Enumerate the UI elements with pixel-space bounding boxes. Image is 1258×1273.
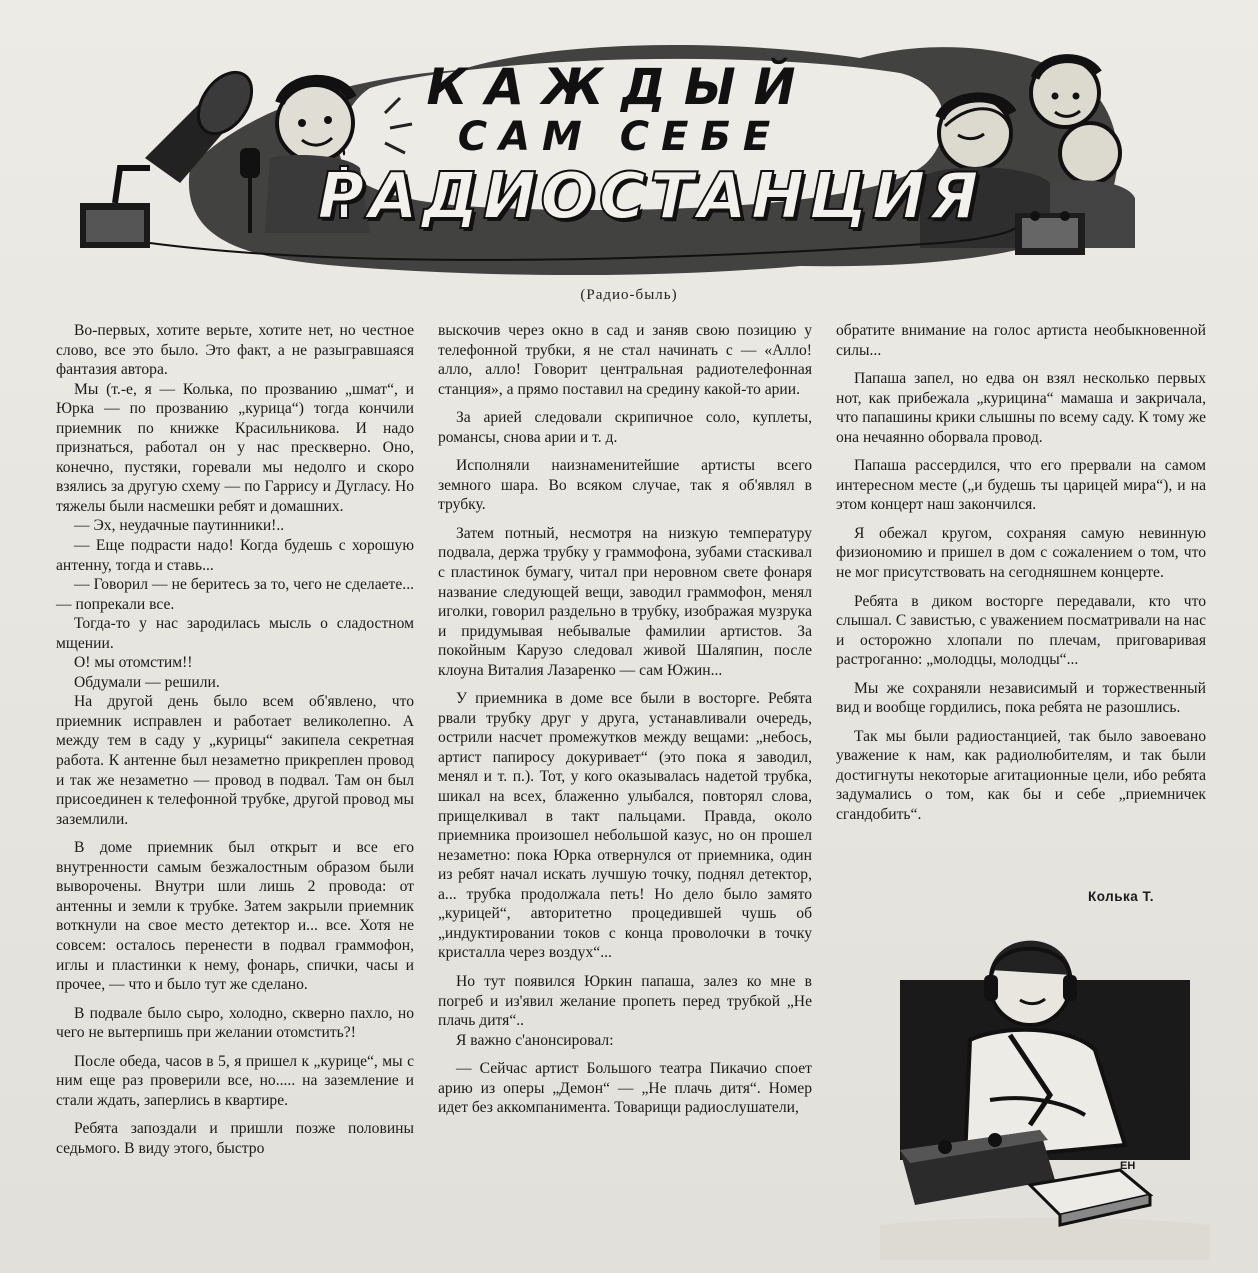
paragraph: На другой день было всем об'явлено, что приемник исправлен и работает великолепно. А между тем в саду у „курицы“ закипела секретная работа. К антенне был незаметно прикреплен провод и так же незаметно — провод в подвал. Там он был присоединен к телефонной трубке, другой провод мы заземлили. <box>56 693 414 828</box>
article-column-1 <box>56 321 414 1158</box>
paragraph: О! мы отомстим!! <box>74 654 193 672</box>
illustrator-initials: ЕН <box>1120 1160 1136 1172</box>
title-line-3: РАДИОСТАНЦИЯ <box>317 160 983 234</box>
title-line-2: САМ СЕБЕ <box>457 114 783 160</box>
paragraph: Мы (т.-е, я — Колька, по прозванию „шмат“, и Юрка — по прозванию „курица“) тогда кончили приемник по книжке Красильникова. И надо признаться, работал он у нас прескверно. Оно, конечно, пустяки, горевали мы недолго и скоро взялись за другую схему — по Гаррису и Дугласу. Но тяжелы были насмешки ребят и домашних. <box>56 380 414 515</box>
paragraph: Тогда-то у нас зародилась мысль о сладостном мщении. <box>56 615 414 652</box>
paragraph: Обдумали — решили. <box>74 673 220 691</box>
header-illustration <box>40 18 1240 280</box>
paragraph: За арией следовали скрипичное соло, куплеты, романсы, снова арии и т. д. <box>438 409 812 446</box>
paragraph: выскочив через окно в сад и заняв свою позицию у телефонной трубки, я не стал начинать с — «Алло! алло, алло! Говорит центральная радиотелефонная станция», а прямо поставил на средину какой-то арии. <box>438 322 812 398</box>
paragraph: В подвале было сыро, холодно, скверно пахло, но чего не вытерпишь при желании отомстить?! <box>56 1004 414 1042</box>
paragraph: Папаша рассердился, что его прервали на самом интересном месте („и будешь ты царицей мира“), и на этом концерт наш закончился. <box>836 457 1206 514</box>
paragraph: У приемника в доме все были в восторге. Ребята рвали трубку друг у друга, устанавливали очередь, острили насчет промежутков между вещами: „небось, артист папиросу докуривает“ (это пока я заводил, менял и т. п.). Тот, у кого оказывалась надетой трубка, шикал на всех, блаженно улыбался, повторял слова, прищелкивал в такт пальцами. Правда, около приемника произошел небольшой казус, но он прошел незаметно: пока Юрка отвернулся от приемника, один из ребят начал искать лучшую точку, поднял детектор, а... трубка продолжала петь! Но дело было замято „курицей“, авторитетно процедившей чушь об „индуктировании токов с конца проволочки в точку кристалла через воздух“... <box>438 690 812 962</box>
paragraph: Ребята запоздали и пришли позже половины седьмого. В виду этого, быстро <box>56 1120 414 1157</box>
paragraph: В доме приемник был открыт и все его внутренности самым безжалостным образом были выворочены. Внутри шли лишь 2 провода: от антенны и земли к трубке. Затем закрыли приемник воткнули на свое место детектор и... все. Хотя не совсем: осталось перенести в подвал граммофон, иглы и пластинки к нему, фонарь, спички, часы и прочее, — что и было тут же сделано. <box>56 839 414 994</box>
paragraph: Ребята в диком восторге передавали, кто что слышал. С завистью, с уважением посматривали на нас и осторожно хлопали по плечам, приговаривая растроганно: „молодцы, молодцы“... <box>836 592 1206 669</box>
author-signature: Колька Т. <box>1088 889 1155 904</box>
title-line-1: КАЖДЫЙ <box>426 58 814 116</box>
paragraph: Я обежал кругом, сохраняя самую невинную физиономию и пришел в дом с сожалением о том, что не мог присутствовать на сегодняшнем концерте. <box>836 524 1206 582</box>
girl-with-headphones-illustration <box>880 925 1210 1260</box>
paragraph: обратите внимание на голос артиста необыкновенной силы... <box>836 322 1206 359</box>
paragraph: После обеда, часов в 5, я пришел к „курице“, мы с ним еще раз проверили все, но..... на заземление и стали ждать, заперлись в квартире. <box>56 1052 414 1109</box>
paragraph: Исполняли наизнаменитейшие артисты всего земного шара. Во всяком случае, так я об'являл в трубку. <box>438 457 812 514</box>
paragraph: Но тут появился Юркин папаша, залез ко мне в погреб и из'явил желание пропеть перед трубкой „Не плачь дитя“.. <box>438 972 812 1030</box>
paragraph: — Еще подрасти надо! Когда будешь с хорошую антенну, тогда и ставь... <box>56 537 414 574</box>
headphones-icon <box>984 975 998 1001</box>
subtitle: (Радио-быль) <box>580 287 678 303</box>
paragraph: Во-первых, хотите верьте, хотите нет, но честное слово, все это было. Это факт, а не разыгравшаяся фантазия автора. <box>56 322 414 379</box>
article-column-2 <box>438 321 812 1118</box>
paragraph: Затем потный, несмотря на низкую температуру подвала, держа трубку у граммофона, зубами стаскивал с пластинок бумагу, читал при неровном свете фонаря название следующей вещи, заводил граммофон, менял иголки, говорил раздельно в трубку, изображая музрука и придумывая небывалые фамилии артистов. За покойным Карузо следовал живой Шаляпин, после клоуна Виталия Лазаренко — сам Южин... <box>438 524 812 679</box>
paragraph: Мы же сохраняли независимый и торжественный вид и вообще гордились, пока ребята не разошлись. <box>836 679 1206 717</box>
paragraph: — Сейчас артист Большого театра Пикачио споет арию из оперы „Демон“ — „Не плачь дитя“. Номер идет без аккомпанимента. Товарищи радиослушатели, <box>438 1060 812 1117</box>
paragraph: — Говорил — не беритесь за то, чего не сделаете... — попрекали все. <box>56 576 414 613</box>
paragraph: — Эх, неудачные паутинники!.. <box>74 517 285 535</box>
paragraph: Так мы были радиостанцией, так было завоевано уважение к нам, как радиолюбителям, и так были достигнуты некоторые агитационные цели, ибо ребята задумались о том, как бы и себе „приемничек сгандобить“. <box>836 727 1206 824</box>
article-column-3 <box>836 321 1206 825</box>
paragraph: Папаша запел, но едва он взял несколько первых нот, как прибежала „курицина“ мамаша и закричала, что папашины крики слышны по всему саду. К тому же она нечаянно оборвала провод. <box>836 370 1206 446</box>
paragraph: Я важно с'анонсировал: <box>456 1031 614 1049</box>
